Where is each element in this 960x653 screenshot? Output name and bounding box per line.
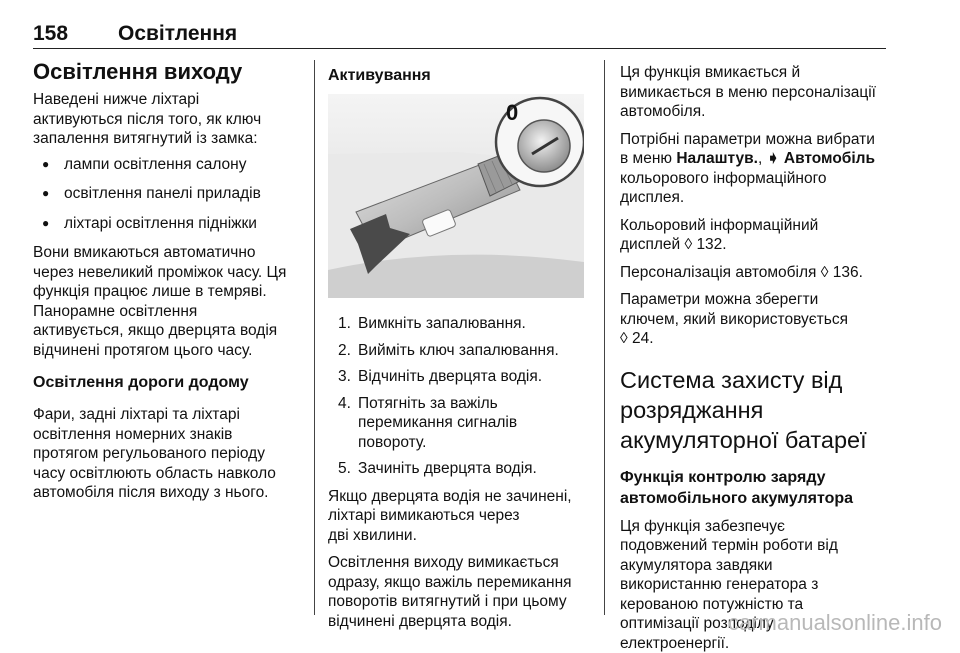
list-item: ● лампи освітлення салону: [33, 155, 308, 175]
text-line: Панорамне освітлення: [33, 303, 197, 320]
text-line: Кольоровий інформаційний: [620, 217, 818, 234]
paragraph-key-memory: [620, 290, 892, 349]
paragraph-home-lighting: [33, 405, 308, 503]
paragraph-door-open: [328, 487, 593, 546]
step-text: Зачиніть дверцята водія.: [358, 460, 537, 477]
list-item: ● ліхтарі освітлення підніжки: [33, 214, 308, 234]
column-divider-2: [604, 60, 605, 615]
column-divider-1: [314, 60, 315, 615]
turn-signal-lever-illustration: [328, 94, 584, 298]
paragraph-auto-on: [33, 243, 308, 360]
running-title: Освітлення: [118, 22, 237, 46]
cross-reference: ◊ 24.: [620, 330, 654, 347]
text-line: Вони вмикаються автоматично: [33, 244, 256, 261]
text-line: Ця функція вмикається й: [620, 64, 800, 81]
column-2-body: [328, 314, 593, 631]
list-item: [328, 341, 593, 361]
list-item: [328, 314, 593, 334]
text-line: в меню: [620, 150, 676, 167]
text-line: дві хвилини.: [328, 527, 417, 544]
list-item: [328, 394, 593, 453]
text-line: освітлення номерних знаків: [33, 426, 232, 443]
text-line: Параметри можна зберегти: [620, 291, 818, 308]
text-line: оптимізації розподілу: [620, 615, 774, 632]
step-number: 1.: [338, 314, 351, 334]
heading-line: Функція контролю заряду: [620, 469, 826, 486]
heading-line: акумуляторної батареї: [620, 427, 867, 453]
column-2: [328, 59, 593, 86]
section-heading-exit-lighting: Освітлення виходу: [33, 59, 308, 84]
paragraph-personalization-ref: Персоналізація автомобіля ◊ 136.: [620, 263, 892, 283]
text-line: відчинені протягом цього часу.: [33, 342, 252, 359]
text-line: Ця функція забезпечує: [620, 518, 785, 535]
text-line: через невеликий проміжок часу. Ця: [33, 264, 286, 281]
subheading-activation: Активування: [328, 65, 593, 86]
text-line: поворотів витягнутий і при цьому: [328, 593, 567, 610]
text-line: автомобіля після виходу з нього.: [33, 484, 269, 501]
paragraph-immediate-off: [328, 553, 593, 631]
section-heading-battery-protection: [620, 365, 892, 455]
list-item: [328, 367, 593, 387]
paragraph-settings-menu: [620, 130, 892, 208]
page-header: [33, 24, 886, 49]
text-line: вимикається в меню персоналізації: [620, 84, 876, 101]
text-line: функція працює лише в темряві.: [33, 283, 267, 300]
step-number: 2.: [338, 341, 351, 361]
text-line: відчинені дверцята водія.: [328, 613, 512, 630]
text-line: Якщо дверцята водія не зачинені,: [328, 488, 572, 505]
text-line: акумулятора завдяки: [620, 557, 773, 574]
step-number: 5.: [338, 459, 351, 479]
bullet-list: [33, 155, 308, 234]
step-text: повороту.: [358, 434, 426, 451]
list-item: ● освітлення панелі приладів: [33, 184, 308, 204]
watermark: carmanualsonline.info: [728, 610, 942, 636]
column-3: [620, 63, 892, 653]
text-line: ліхтарі вимикаються через: [328, 507, 520, 524]
text-line: використанню генератора з: [620, 576, 818, 593]
steps-list: [328, 314, 593, 479]
step-text: Вийміть ключ запалювання.: [358, 342, 559, 359]
paragraph-intro: [33, 90, 308, 149]
paragraph-display-ref: [620, 216, 892, 255]
page-number: 158: [33, 22, 68, 46]
text-line: активуються після того, як ключ: [33, 111, 261, 128]
text-line: керованою потужністю та: [620, 596, 803, 613]
text-line: дисплея.: [620, 189, 684, 206]
subheading-battery-control: [620, 467, 892, 509]
subheading-home-lighting: Освітлення дороги додому: [33, 372, 308, 393]
step-number: 3.: [338, 367, 351, 387]
menu-path-settings: Налаштув.: [676, 150, 758, 167]
step-text: перемикання сигналів: [358, 414, 517, 431]
text-line: ключем, який використовується: [620, 311, 848, 328]
text-line: Фари, задні ліхтарі та ліхтарі: [33, 406, 240, 423]
text-line: Потрібні параметри можна вибрати: [620, 131, 875, 148]
heading-line: автомобільного акумулятора: [620, 490, 853, 507]
cross-reference: дисплей ◊ 132.: [620, 236, 727, 253]
text-line: запалення витягнутий із замка:: [33, 130, 258, 147]
column-1: [33, 59, 308, 503]
heading-line: Система захисту від: [620, 367, 842, 393]
paragraph-menu-toggle: [620, 63, 892, 122]
step-number: 4.: [338, 394, 351, 414]
step-text: Потягніть за важіль: [358, 395, 498, 412]
text-line: активується, якщо дверцята водія: [33, 322, 277, 339]
list-item: [328, 459, 593, 479]
text-separator: ,: [758, 150, 767, 167]
text-line: автомобіля.: [620, 103, 705, 120]
text-line: протягом регульованого періоду: [33, 445, 265, 462]
menu-path-vehicle: Автомобіль: [780, 150, 875, 167]
text-line: часу освітлюють область навколо: [33, 465, 276, 482]
text-line: одразу, якщо важіль перемикання: [328, 574, 572, 591]
step-text: Відчиніть дверцята водія.: [358, 368, 542, 385]
text-line: Освітлення виходу вимикається: [328, 554, 559, 571]
lever-diagram-svg: [328, 94, 584, 298]
text-line: подовжений термін роботи від: [620, 537, 838, 554]
text-line: кольорового інформаційного: [620, 170, 827, 187]
text-line: Наведені нижче ліхтарі: [33, 91, 199, 108]
menu-arrow-icon: ➧: [767, 150, 780, 167]
heading-line: розряджання: [620, 397, 763, 423]
ignition-position-label: 0: [506, 100, 518, 125]
step-text: Вимкніть запалювання.: [358, 315, 526, 332]
text-line: електроенергії.: [620, 635, 729, 652]
